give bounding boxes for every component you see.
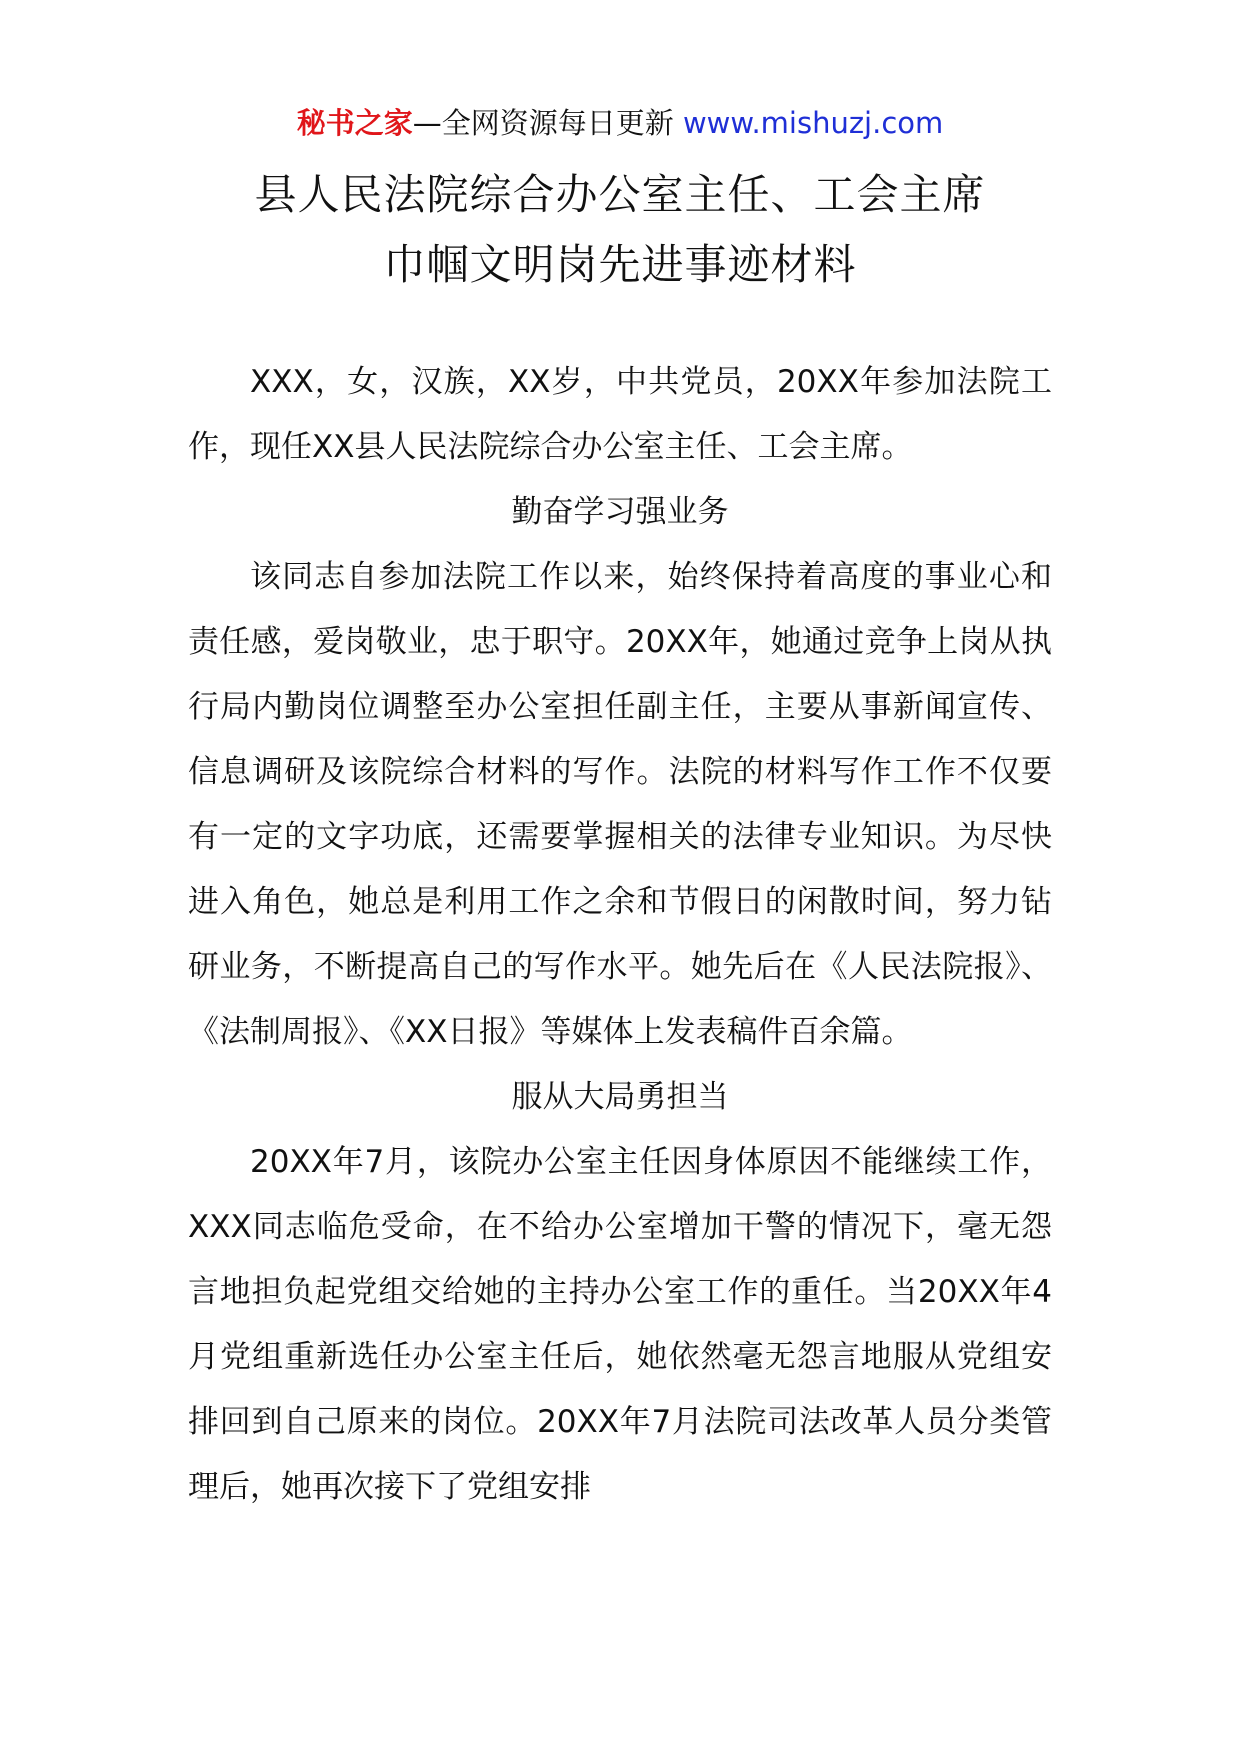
intro-paragraph: XXX，女，汉族，XX岁，中共党员，20XX年参加法院工作，现任XX县人民法院综合办公室主任、工会主席。 [188,364,1052,465]
section-heading-duty: 服从大局勇担当 [511,1079,729,1115]
section-heading-study: 勤奋学习强业务 [511,494,729,530]
title-line-1: 县人民法院综合办公室主任、工会主席 [254,170,986,219]
banner-tagline: —全网资源每日更新 [412,106,674,140]
site-url-link[interactable]: www.mishuzj.com [682,106,944,140]
section-paragraph-study: 该同志自参加法院工作以来，始终保持着高度的事业心和责任感，爱岗敬业，忠于职守。20XX年，她通过竞争上岗从执行局内勤岗位调整至办公室担任副主任，主要从事新闻宣传、信息调研及该院综合材料的写作。法院的材料写作工作不仅要有一定的文字功底，还需要掌握相关的法律专业知识。为尽快进入角色，她总是利用工作之余和节假日的闲散时间，努力钻研业务，不断提高自己的写作水平。她先后在《人民法院报》、《法制周报》、《XX日报》等媒体上发表稿件百余篇。 [188,559,1052,1050]
title-line-2: 巾帼文明岗先进事迹材料 [383,240,857,289]
document-body [188,350,1052,1520]
document-title [0,160,1240,300]
section-paragraph-duty: 20XX年7月，该院办公室主任因身体原因不能继续工作，XXX同志临危受命，在不给办公室增加干警的情况下，毫无怨言地担负起党组交给她的主持办公室工作的重任。当20XX年4月党组重新选任办公室主任后，她依然毫无怨言地服从党组安排回到自己原来的岗位。20XX年7月法院司法改革人员分类管理后，她再次接下了党组安排 [188,1144,1052,1505]
site-banner [0,103,1240,143]
brand-name: 秘书之家 [296,106,413,140]
